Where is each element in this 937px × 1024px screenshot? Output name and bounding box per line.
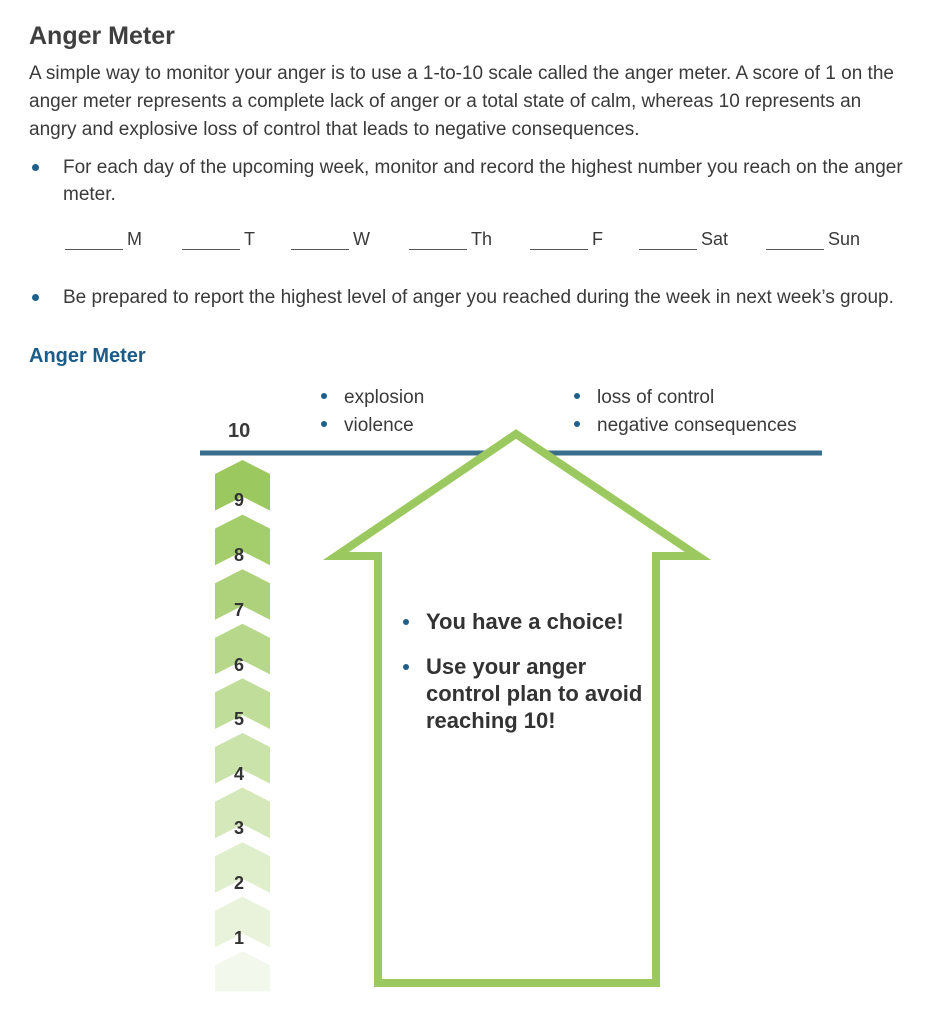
arrow-bullet-choice: You have a choice!	[426, 609, 624, 634]
bullet-label: explosion	[344, 387, 425, 408]
day-label: T	[244, 229, 255, 249]
day-label: F	[592, 229, 603, 249]
level-label: 6	[233, 655, 244, 675]
level-label: 3	[233, 818, 244, 838]
instruction-bullet-report: Be prepared to report the highest level of anger you reached during the week in next week’s group.	[63, 287, 894, 308]
bullet-dot	[403, 619, 409, 625]
bullet-dot	[574, 421, 580, 427]
bullet-dot	[574, 393, 580, 399]
bullet-dot	[321, 393, 327, 399]
level-label: 9	[233, 490, 244, 510]
level-label: 5	[233, 709, 244, 729]
day-label: Sun	[828, 229, 861, 249]
bullet-label: loss of control	[597, 387, 715, 408]
level-label: 8	[233, 545, 244, 565]
day-label: Th	[471, 229, 493, 249]
top-bullet-negative-consequences	[574, 412, 797, 440]
instruction-bullet-record: For each day of the upcoming week, monitor and record the highest number you reach on the anger meter.	[63, 157, 903, 205]
section-title: Anger Meter	[29, 345, 146, 367]
level-label: 7	[233, 600, 244, 620]
top-bullet-loss-of-control	[574, 384, 714, 412]
day-label: M	[127, 229, 142, 249]
level-label: 4	[233, 764, 244, 784]
arrow-bullet-plan: Use your anger control plan to avoid reaching 10!	[426, 654, 643, 733]
level-label: 1	[233, 928, 244, 948]
page-title: Anger Meter	[29, 22, 175, 50]
level-chevron	[215, 951, 270, 991]
day-label: W	[353, 229, 370, 249]
level-10-label: 10	[228, 420, 251, 442]
level-label: 2	[233, 873, 244, 893]
intro-paragraph: A simple way to monitor your anger is to use a 1-to-10 scale called the anger meter. A score of 1 on the anger meter represents a complete lack of anger or a total state of calm, whereas 10 represents an angry and explosive loss of control that leads to negative consequences.	[29, 63, 894, 140]
top-bullet-explosion	[321, 384, 424, 412]
bullet-label: negative consequences	[597, 415, 797, 436]
day-label: Sat	[701, 229, 729, 249]
top-bullet-violence	[321, 412, 414, 440]
bullet-dot	[321, 421, 327, 427]
bullet-dot	[403, 664, 409, 670]
bullet-label: violence	[344, 415, 414, 436]
